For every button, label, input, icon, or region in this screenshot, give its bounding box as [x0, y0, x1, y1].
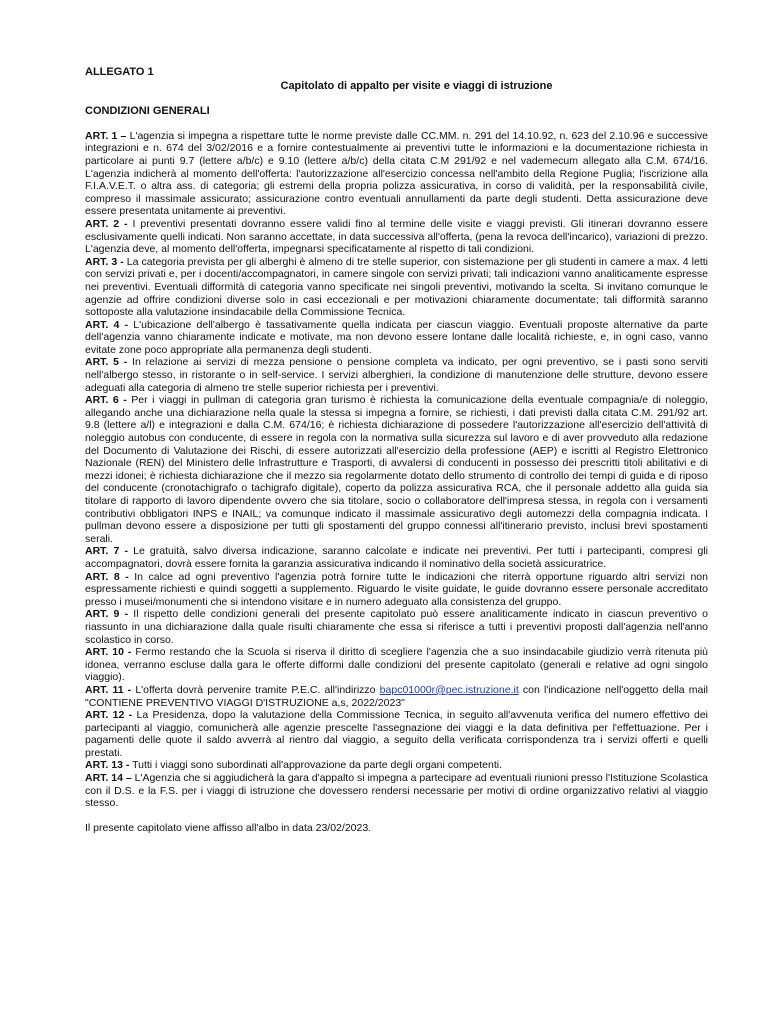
article-label: ART. 1 –: [85, 129, 127, 142]
article-text: I preventivi presentati dovranno essere validi fino al termine delle visite e viaggi previsti. Gli itinerari dovranno essere esclusivamente quelli indicati. Non saranno accettate, in data successiva all'offerta, (pena la revoca dell'incarico), variazioni di prezzo. L'agenzia deve, al momento dell'offerta, impegnarsi specificatamente al rispetto di tali condizioni.: [85, 217, 708, 256]
article-5: [85, 356, 708, 394]
article-6: [85, 394, 708, 545]
article-label: ART. 12 -: [85, 709, 133, 722]
article-label: ART. 3 -: [85, 255, 124, 268]
articles-list: [85, 130, 708, 810]
article-label: ART. 4 -: [85, 318, 129, 331]
article-label: ART. 6 -: [85, 394, 127, 407]
article-1: [85, 130, 708, 218]
article-text: Fermo restando che la Scuola si riserva il diritto di scegliere l'agenzia che a suo insindacabile giudizio verrà ritenuta più idonea, verranno escluse dalla gara le offerte difformi dalle condizioni del presente capitolato (generali e relative ad ogni singolo viaggio).: [85, 646, 709, 684]
article-label: ART. 7 -: [85, 545, 128, 558]
closing-note: Il presente capitolato viene affisso all'albo in data 23/02/2023.: [85, 821, 372, 834]
article-text: L'Agenzia che si aggiudicherà la gara d'appalto si impegna a partecipare ad eventuali riunioni presso l'Istituzione Scolastica con il D.S. e la F.S. per i viaggi di istruzione che dovessero rendersi necessarie per motivi di ordine organizzativo relativi al viaggio stesso.: [85, 772, 709, 810]
article-text: Il rispetto delle condizioni generali del presente capitolato può essere analiticamente indicato in ciascun preventivo o riassunto in una dichiarazione dalla quale risulti chiaramente che essa si riferisce a tutti i preventivi proposti dall'agenzia nell'anno scolastico in corso.: [85, 608, 708, 646]
section-heading: CONDIZIONI GENERALI: [85, 105, 210, 118]
document-body: [85, 66, 708, 834]
article-text: L'agenzia si impegna a rispettare tutte le norme previste dalle CC.MM. n. 291 del 14.10.92, n. 623 del 2.10.96 e successive integrazioni e n. 674 del 3/02/2016 e a fornire contestualmente ai preventivi tutte le informazioni e la documentazione richiesta in particolare ai punti 9.7 (lettere a/b/c) e 9.10 (lettere a/b/c) della citata C.M 291/92 e nel vademecum allegato alla C.M. 674/16. L'agenzia indicherà al momento dell'offerta: l'autorizzazione all'esercizio concessa nell'ambito della Regione Puglia; l'iscrizione alla F.I.A.V.E.T. o altra ass. di categoria; gli estremi della propria polizza assicurativa, in corso di validità, per la responsabilità civile, compreso il massimale assicurato; assicurazione contro eventuali annullamenti da parte degli studenti. Detta assicurazione deve essere presentata unitamente ai preventivi.: [85, 129, 708, 218]
article-7: [85, 545, 708, 570]
article-label: ART. 9 -: [85, 608, 129, 621]
article-11: [85, 684, 708, 709]
article-label: ART. 8 -: [85, 570, 129, 583]
article-9: [85, 608, 708, 646]
article-text: Le gratuità, salvo diversa indicazione, saranno calcolate e indicate nei preventivi. Per tutti i partecipanti, compresi gli accompagnatori, dovrà essere fornita la garanzia assicurativa indicando il nominativo della società assicuratrice.: [85, 545, 708, 570]
article-text: La categoria prevista per gli alberghi è almeno di tre stelle superior, con sistemazione per gli studenti in camere a max. 4 letti con servizi privati e, per i docenti/accompagnatori, in camere singole con servizi privati; tali indicazioni vanno analiticamente espresse nei preventivi. Eventuali difformità di categoria vanno specificate nei singoli preventivi, motivando la scelta. Si invitano comunque le agenzie ad offrire condizioni diverse solo in casi eccezionali e per motivazioni chiaramente documentate; tali difformità saranno sottoposte alla valutazione insindacabile della Commissione Tecnica.: [85, 255, 708, 319]
article-12: [85, 709, 708, 759]
article-label: ART. 13 -: [85, 759, 130, 772]
article-text: Tutti i viaggi sono subordinati all'approvazione da parte degli organi competenti.: [132, 759, 503, 772]
article-text: In relazione ai servizi di mezza pensione o pensione completa va indicato, per ogni preventivo, se i pasti sono serviti nell'albergo stesso, in ristorante o in self-service. I servizi alberghieri, la condizione di manutenzione delle strutture, devono essere adeguati alla categoria di almeno tre stelle superior richiesta per i preventivi.: [85, 356, 708, 394]
article-2: [85, 218, 708, 256]
article-13: [85, 759, 708, 772]
article-text: L'offerta dovrà pervenire tramite P.E.C. all'indirizzo: [135, 683, 376, 696]
article-8: [85, 571, 708, 609]
pec-email-link[interactable]: bapc01000r@pec.istruzione.it: [379, 683, 519, 696]
article-label: ART. 2 -: [85, 217, 128, 230]
article-3: [85, 256, 708, 319]
article-text: con l'indicazione nell'oggetto della mail "CONTIENE PREVENTIVO VIAGGI D'ISTRUZIONE a,s, 2022/2023": [85, 683, 709, 709]
article-text: Per i viaggi in pullman di categoria gran turismo è richiesta la comunicazione della eventuale compagnia/e di noleggio, allegando anche una dichiarazione nella quale la stessa si impegna a fornire, se richiesti, i dati previsti dalla citata C.M. 291/92 art. 9.8 (lettere a/l) e integrazioni e dalla C.M. 674/16; è richiesta dichiarazione di possedere l'autorizzazione all'esercizio dell'attività di noleggio autobus con conducente, di essere in regola con la normativa sulla sicurezza sul lavoro e di aver provveduto alla redazione del Documento di Valutazione dei Rischi, di essere autorizzati all'esercizio della professione (AEP) e iscritti al Registro Elettronico Nazionale (REN) del Ministero delle Infrastrutture e Trasporti, di avvalersi di conducenti in possesso dei prescritti titoli abilitativi e di mezzi idonei; è richiesta dichiarazione che il mezzo sia regolarmente dotato dello strumento di controllo dei tempi di guida e di riposo del conducente (cronotachigrafo o tachigrafo digitale), coperto da polizza assicurativa RCA, che il personale addetto alla guida sia titolare di rapporto di lavoro dipendente ovvero che sia titolare, socio o collaboratore dell'impresa stessa, in regola con i versamenti contributivi obbligatori INPS e INAIL; va comunque indicato il massimale assicurativo degli automezzi della compagnia indicata. I pullman devono essere a disposizione per tutti gli spostamenti del gruppo connessi all'itinerario previsto, inclusi brevi spostamenti serali.: [85, 394, 708, 545]
article-10: [85, 646, 708, 684]
article-text: La Presidenza, dopo la valutazione della Commissione Tecnica, in seguito all'avvenuta verifica del numero effettivo dei partecipanti al viaggio, comunicherà alle agenzie prescelte l'assegnazione dei viaggi e la data definitiva per l'effettuazione. Per i pagamenti delle quote il saldo avverrà al rientro dal viaggio, a seguito della verificata corrispondenza tra i servizi offerti e quelli prestati.: [85, 709, 708, 759]
article-text: In calce ad ogni preventivo l'agenzia potrà fornire tutte le indicazioni che riterrà opportune riguardo altri servizi non espressamente richiesti e quindi soggetti a supplemento. Riguardo le visite guidate, le guide dovranno essere personale accreditato presso i musei/monumenti che si intendono visitare e in numero adeguato alla consistenza del gruppo.: [85, 570, 708, 608]
article-4: [85, 319, 708, 357]
annex-label: ALLEGATO 1: [85, 66, 154, 78]
article-14: [85, 772, 708, 810]
article-label: ART. 14 –: [85, 772, 132, 785]
article-label: ART. 11 -: [85, 683, 132, 696]
document-title: Capitolato di appalto per visite e viaggi di istruzione: [280, 79, 553, 92]
article-label: ART. 5 -: [85, 356, 128, 369]
article-text: L'ubicazione dell'albergo è tassativamente quella indicata per ciascun viaggio. Eventuali proposte alternative da parte dell'agenzia vanno chiaramente indicate e motivate, ma non devono essere lontane dalle località richieste, e, in ogni caso, vanno evitate zone poco appropriate alla permanenza degli studenti.: [85, 318, 708, 356]
article-label: ART. 10 -: [85, 646, 132, 659]
